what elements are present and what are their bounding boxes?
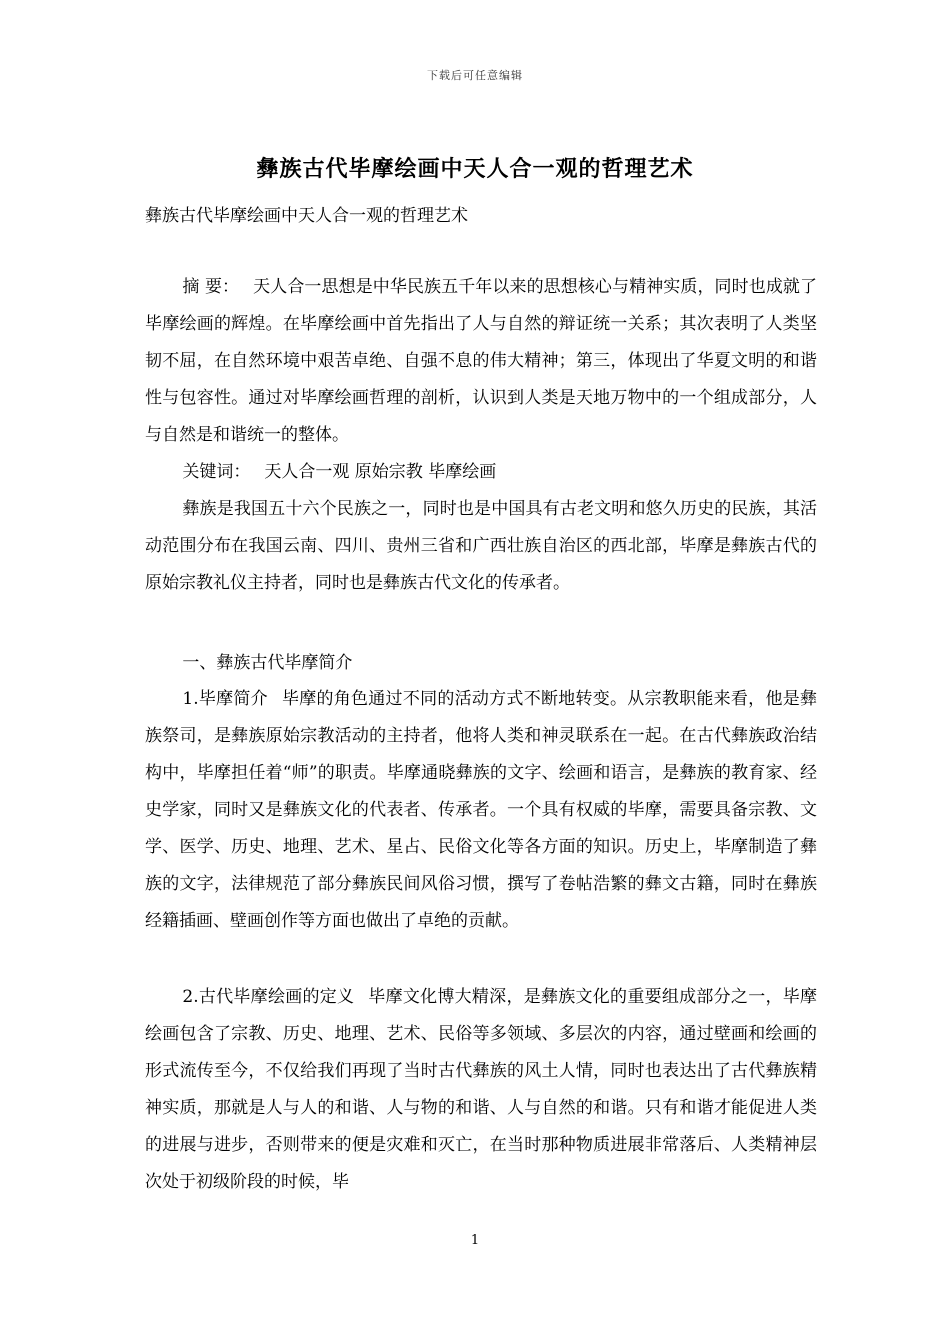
abstract-label: 摘 要：	[182, 277, 240, 297]
paragraph-label: 1.毕摩简介	[182, 689, 268, 709]
body-paragraph	[145, 979, 817, 1201]
paragraph-text: 毕摩的角色通过不同的活动方式不断地转变。从宗教职能来看，他是彝族祭司，是彝族原始宗教活动的主持者，他将人类和神灵联系在一起。在古代彝族政治结构中，毕摩担任着“师”的职责。毕摩通晓彝族的文字、绘画和语言，是彝族的教育家、经史学家，同时又是彝族文化的代表者、传承者。一个具有权威的毕摩，需要具备宗教、文学、医学、历史、地理、艺术、星占、民俗文化等各方面的知识。历史上，毕摩制造了彝族的文字，法律规范了部分彝族民间风俗习惯，撰写了卷帖浩繁的彝文古籍，同时在彝族经籍插画、壁画创作等方面也做出了卓绝的贡献。	[145, 689, 817, 931]
section-heading: 一、彝族古代毕摩简介	[182, 653, 353, 673]
keywords-paragraph	[145, 454, 817, 491]
keywords-text: 天人合一观 原始宗教 毕摩绘画	[264, 462, 497, 482]
body-paragraph	[145, 681, 817, 940]
paragraph-text: 毕摩文化博大精深，是彝族文化的重要组成部分之一，毕摩绘画包含了宗教、历史、地理、艺术、民俗等多领域、多层次的内容，通过壁画和绘画的形式流传至今，不仅给我们再现了当时古代彝族的风土人情，同时也表达出了古代彝族精神实质，那就是人与人的和谐、人与物的和谐、人与自然的和谐。只有和谐才能促进人类的进展与进步，否则带来的便是灾难和灭亡，在当时那种物质进展非常落后、人类精神层次处于初级阶段的时候，毕	[145, 987, 817, 1192]
document-title: 彝族古代毕摩绘画中天人合一观的哲理艺术	[256, 156, 694, 182]
paragraph-label: 2.古代毕摩绘画的定义	[182, 987, 355, 1007]
keywords-label: 关键词：	[182, 462, 251, 482]
abstract-text: 天人合一思想是中华民族五千年以来的思想核心与精神实质，同时也成就了毕摩绘画的辉煌。在毕摩绘画中首先指出了人与自然的辩证统一关系；其次表明了人类坚韧不屈，在自然环境中艰苦卓绝、自强不息的伟大精神；第三，体现出了华夏文明的和谐性与包容性。通过对毕摩绘画哲理的剖析，认识到人类是天地万物中的一个组成部分，人与自然是和谐统一的整体。	[145, 277, 818, 445]
page-number: 1	[470, 1233, 480, 1248]
document-subtitle: 彝族古代毕摩绘画中天人合一观的哲理艺术	[145, 206, 468, 226]
header-note: 下载后可任意编辑	[427, 69, 523, 82]
intro-paragraph: 彝族是我国五十六个民族之一，同时也是中国具有古老文明和悠久历史的民族，其活动范围分布在我国云南、四川、贵州三省和广西壮族自治区的西北部，毕摩是彝族古代的原始宗教礼仪主持者，同时也是彝族古代文化的传承者。	[145, 499, 817, 593]
abstract-paragraph	[145, 269, 817, 454]
